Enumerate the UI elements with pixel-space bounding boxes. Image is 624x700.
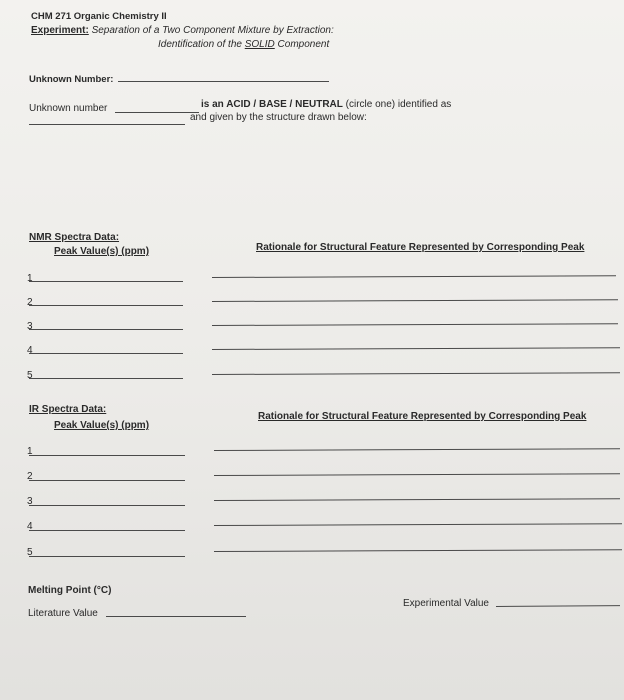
nmr-row-number-5: 5 bbox=[27, 370, 33, 381]
literature-value-field[interactable] bbox=[106, 616, 246, 617]
nmr-rationale-field-5[interactable] bbox=[212, 372, 620, 375]
ir-rationale-field-3[interactable] bbox=[214, 498, 620, 501]
nmr-peak-field-2[interactable] bbox=[29, 305, 183, 306]
ir-peak-field-5[interactable] bbox=[29, 556, 185, 557]
nmr-row-number-2: 2 bbox=[27, 297, 33, 308]
course-title: CHM 271 Organic Chemistry II bbox=[31, 11, 167, 22]
nmr-rationale-field-1[interactable] bbox=[212, 275, 616, 278]
ir-rationale-field-4[interactable] bbox=[214, 523, 622, 526]
ir-row-number-4: 4 bbox=[27, 521, 33, 532]
unknown-number-field[interactable] bbox=[118, 81, 329, 82]
ir-rationale-header: Rationale for Structural Feature Represented by Corresponding Peak bbox=[258, 411, 587, 422]
ir-row-number-5: 5 bbox=[27, 547, 33, 558]
ir-peak-field-2[interactable] bbox=[29, 480, 185, 481]
ir-peak-field-1[interactable] bbox=[29, 455, 185, 456]
ir-peak-header: Peak Value(s) (ppm) bbox=[54, 420, 150, 431]
nmr-row-number-4: 4 bbox=[27, 345, 33, 356]
ir-peak-field-4[interactable] bbox=[29, 530, 185, 531]
experiment-label: Experiment: bbox=[31, 25, 89, 36]
nmr-section-title: NMR Spectra Data: bbox=[29, 232, 120, 243]
nmr-rationale-field-2[interactable] bbox=[212, 299, 618, 302]
nmr-peak-field-5[interactable] bbox=[29, 378, 183, 379]
ir-rationale-field-2[interactable] bbox=[214, 473, 620, 476]
nmr-peak-field-3[interactable] bbox=[29, 329, 183, 330]
experiment-title: Separation of a Two Component Mixture by Extraction: bbox=[91, 25, 334, 36]
nmr-rationale-field-3[interactable] bbox=[212, 323, 618, 326]
ir-section-title: IR Spectra Data: bbox=[29, 404, 107, 415]
ir-rationale-field-1[interactable] bbox=[214, 448, 620, 451]
subtitle-pre: Identification of the bbox=[158, 39, 242, 50]
unknown-number-blank[interactable] bbox=[115, 112, 199, 113]
unknown-statement-classification bbox=[201, 99, 451, 111]
ir-row-number-3: 3 bbox=[27, 496, 33, 507]
nmr-rationale-field-4[interactable] bbox=[212, 347, 620, 350]
nmr-peak-header: Peak Value(s) (ppm) bbox=[54, 246, 150, 257]
acid-base-neutral-options[interactable]: is an ACID / BASE / NEUTRAL bbox=[201, 99, 343, 110]
nmr-row-number-3: 3 bbox=[27, 321, 33, 332]
circle-one-text: (circle one) identified as bbox=[345, 99, 452, 110]
ir-row-number-2: 2 bbox=[27, 471, 33, 482]
experimental-value-field[interactable] bbox=[496, 605, 620, 607]
ir-row-number-1: 1 bbox=[27, 446, 33, 457]
experiment-subtitle bbox=[158, 39, 329, 51]
subtitle-solid: SOLID bbox=[244, 39, 275, 50]
nmr-peak-field-1[interactable] bbox=[29, 281, 183, 282]
unknown-statement-pre: Unknown number bbox=[29, 103, 108, 114]
nmr-row-number-1: 1 bbox=[27, 273, 33, 284]
literature-value-label: Literature Value bbox=[28, 608, 98, 619]
subtitle-post: Component bbox=[277, 39, 330, 50]
unknown-statement-line2: and given by the structure drawn below: bbox=[190, 112, 367, 123]
experiment-line bbox=[31, 25, 334, 37]
melting-point-title: Melting Point (°C) bbox=[28, 585, 112, 596]
identified-as-blank[interactable] bbox=[29, 124, 185, 125]
ir-rationale-field-5[interactable] bbox=[214, 549, 622, 552]
experimental-value-label: Experimental Value bbox=[403, 598, 489, 609]
structure-drawing-area[interactable] bbox=[29, 132, 609, 222]
ir-peak-field-3[interactable] bbox=[29, 505, 185, 506]
unknown-number-label: Unknown Number: bbox=[29, 74, 114, 85]
nmr-rationale-header: Rationale for Structural Feature Represented by Corresponding Peak bbox=[256, 242, 585, 253]
nmr-peak-field-4[interactable] bbox=[29, 353, 183, 354]
